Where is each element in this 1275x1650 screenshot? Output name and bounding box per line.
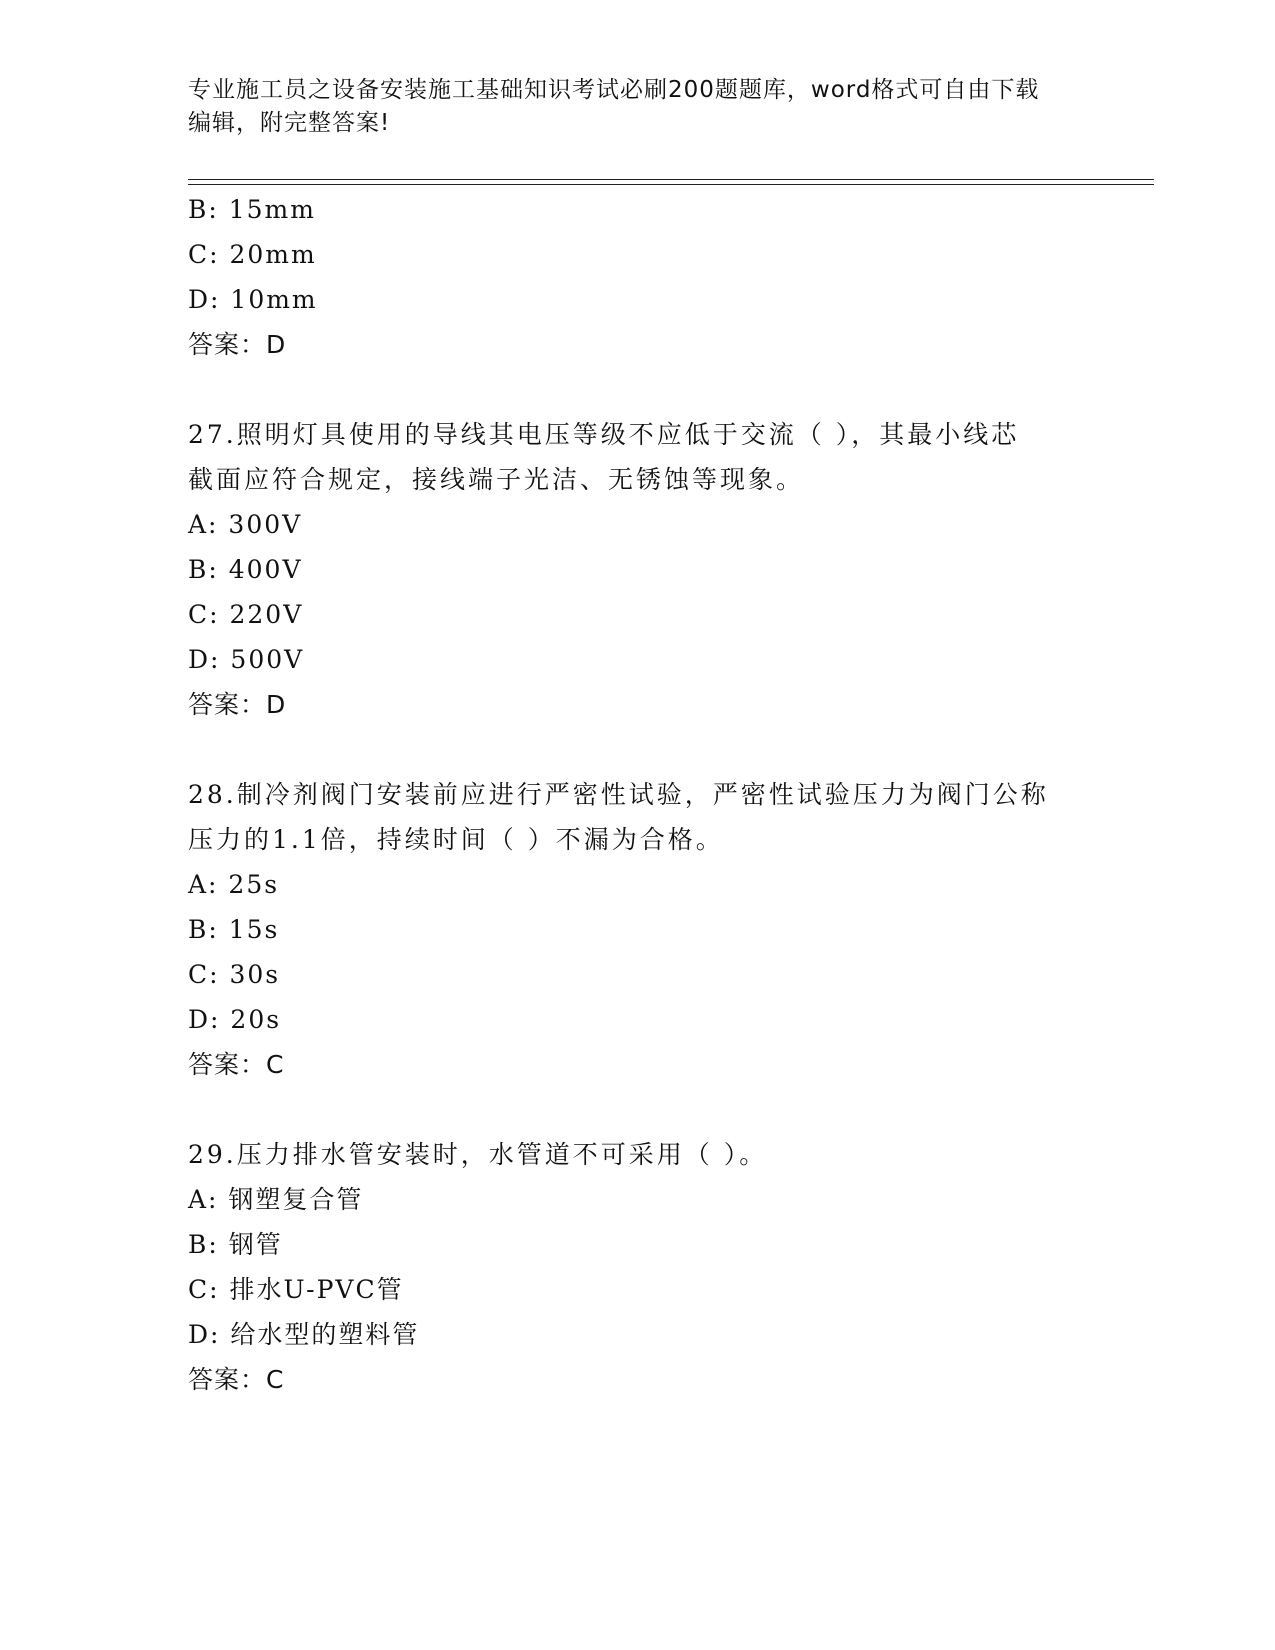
- q29-option-a: A: 钢塑复合管: [188, 1185, 364, 1214]
- q28-answer: 答案：C: [188, 1050, 285, 1079]
- header-line-2: 编辑，附完整答案!: [188, 110, 391, 136]
- q28-question-line-1: 28.制冷剂阀门安装前应进行严密性试验，严密性试验压力为阀门公称: [188, 780, 1049, 809]
- q27-question-line-2: 截面应符合规定，接线端子光洁、无锈蚀等现象。: [188, 465, 805, 494]
- q28-option-d: D: 20s: [188, 1005, 282, 1034]
- q26-answer: 答案：D: [188, 330, 287, 359]
- document-header: [188, 74, 1088, 140]
- q26-option-b: B: 15mm: [188, 195, 316, 224]
- q29-option-c: C: 排水U-PVC管: [188, 1275, 404, 1304]
- q28-option-b: B: 15s: [188, 915, 280, 944]
- q27-question-line-1: 27.照明灯具使用的导线其电压等级不应低于交流（ ），其最小线芯: [188, 420, 1020, 449]
- q26-option-c: C: 20mm: [188, 240, 317, 269]
- q29-answer: 答案：C: [188, 1365, 285, 1394]
- q28-option-a: A: 25s: [188, 870, 280, 899]
- q26-option-d: D: 10mm: [188, 285, 318, 314]
- q29-option-b: B: 钢管: [188, 1230, 283, 1259]
- q27-option-a: A: 300V: [188, 510, 303, 539]
- q27-answer: 答案：D: [188, 690, 287, 719]
- q29-question-line-1: 29.压力排水管安装时，水管道不可采用（ ）。: [188, 1140, 768, 1169]
- q28-question-line-2: 压力的1.1倍，持续时间（ ）不漏为合格。: [188, 825, 724, 854]
- q28-option-c: C: 30s: [188, 960, 281, 989]
- header-line-1: 专业施工员之设备安装施工基础知识考试必刷200题题库，word格式可自由下载: [188, 77, 1040, 103]
- header-divider-top: [188, 179, 1154, 180]
- header-divider-bottom: [188, 184, 1154, 185]
- q29-option-d: D: 给水型的塑料管: [188, 1320, 420, 1349]
- q27-option-c: C: 220V: [188, 600, 304, 629]
- q27-option-b: B: 400V: [188, 555, 303, 584]
- q27-option-d: D: 500V: [188, 645, 305, 674]
